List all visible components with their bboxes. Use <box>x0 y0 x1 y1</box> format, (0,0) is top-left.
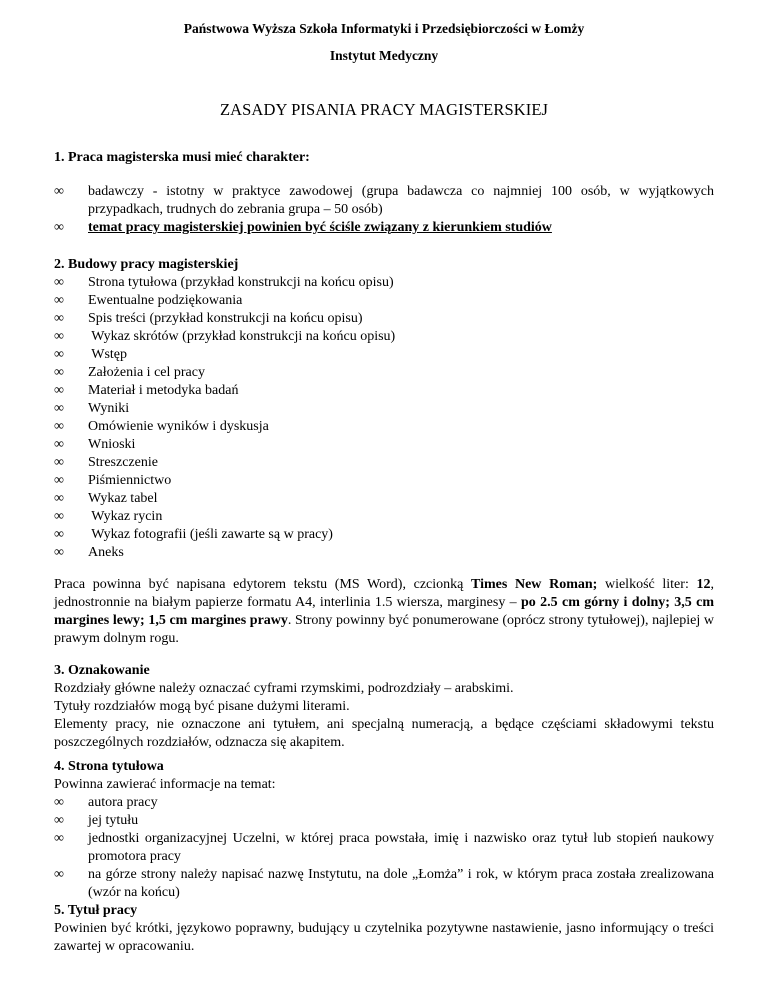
infinity-bullet-icon: ∞ <box>54 311 64 326</box>
list-item: ∞ temat pracy magisterskiej powinien być ściśle związany z kierunkiem studiów <box>54 220 552 235</box>
list-item: ∞ Wstęp <box>54 347 128 362</box>
list-item: ∞ autora pracy <box>54 795 158 810</box>
infinity-bullet-icon: ∞ <box>54 831 64 846</box>
section-4 <box>54 758 714 956</box>
list-item: ∞ Wnioski <box>54 437 136 452</box>
list-item: ∞ na górze strony należy napisać nazwę Instytutu, na dole „Łomża” i rok, w którym praca została zrealizowana (wzór na końcu) <box>54 867 714 900</box>
infinity-bullet-icon: ∞ <box>54 813 64 828</box>
list-item: ∞ Aneks <box>54 545 124 560</box>
section-3-line: Rozdziały główne należy oznaczać cyframi rzymskimi, podrozdziały – arabskimi. <box>54 681 514 696</box>
list-item: ∞ Materiał i metodyka badań <box>54 383 239 398</box>
list-item: ∞ Wykaz tabel <box>54 491 158 506</box>
list-item: ∞ jednostki organizacyjnej Uczelni, w której praca powstała, imię i nazwisko oraz tytuł lub stopień naukowy promotora pracy <box>54 831 714 864</box>
infinity-bullet-icon: ∞ <box>54 491 64 506</box>
section-1-heading: 1. Praca magisterska musi mieć charakter: <box>54 150 310 165</box>
font-name: Times New Roman; <box>471 577 598 592</box>
infinity-bullet-icon: ∞ <box>54 527 64 542</box>
font-size: 12 <box>696 577 711 592</box>
list-item: ∞ Wyniki <box>54 401 130 416</box>
list-item: ∞ badawczy - istotny w praktyce zawodowej (grupa badawcza co najmniej 100 osób, w wyjątkowych przypadkach, trudnych do zebrania grupa – 50 osób) <box>54 184 714 217</box>
section-5-heading: 5. Tytuł pracy <box>54 903 138 918</box>
list-item: ∞ Wykaz skrótów (przykład konstrukcji na końcu opisu) <box>54 329 396 344</box>
section-3-line: Tytuły rozdziałów mogą być pisane dużymi literami. <box>54 699 350 714</box>
margins-spec: po 2.5 cm górny i dolny; 3,5 cm margines lewy; 1,5 cm margines prawy <box>54 595 714 628</box>
title-page-list <box>54 794 714 902</box>
list-item: ∞ Ewentualne podziękowania <box>54 293 243 308</box>
infinity-bullet-icon: ∞ <box>54 437 64 452</box>
list-item: ∞ Założenia i cel pracy <box>54 365 205 380</box>
infinity-bullet-icon: ∞ <box>54 419 64 434</box>
section-2 <box>54 256 714 562</box>
infinity-bullet-icon: ∞ <box>54 455 64 470</box>
infinity-bullet-icon: ∞ <box>54 545 64 560</box>
infinity-bullet-icon: ∞ <box>54 293 64 308</box>
infinity-bullet-icon: ∞ <box>54 867 64 882</box>
infinity-bullet-icon: ∞ <box>54 509 64 524</box>
section-2-heading: 2. Budowy pracy magisterskiej <box>54 257 239 272</box>
section-4-heading: 4. Strona tytułowa <box>54 759 164 774</box>
list-item: ∞ Wykaz fotografii (jeśli zawarte są w pracy) <box>54 527 333 542</box>
infinity-bullet-icon: ∞ <box>54 220 64 235</box>
list-item: ∞ jej tytułu <box>54 813 139 828</box>
infinity-bullet-icon: ∞ <box>54 473 64 488</box>
infinity-bullet-icon: ∞ <box>54 329 64 344</box>
list-item: ∞ Strona tytułowa (przykład konstrukcji na końcu opisu) <box>54 275 394 290</box>
section-5-text: Powinien być krótki, językowo poprawny, budujący u czytelnika pozytywne nastawienie, jasno informujący o treści zawartej w opracowaniu. <box>54 921 714 954</box>
infinity-bullet-icon: ∞ <box>54 184 64 199</box>
section-3-heading: 3. Oznakowanie <box>54 663 150 678</box>
list-item: ∞ Wykaz rycin <box>54 509 163 524</box>
list-item: ∞ Piśmiennictwo <box>54 473 172 488</box>
list-item: ∞ Spis treści (przykład konstrukcji na końcu opisu) <box>54 311 363 326</box>
infinity-bullet-icon: ∞ <box>54 383 64 398</box>
infinity-bullet-icon: ∞ <box>54 795 64 810</box>
formatting-paragraph: Praca powinna być napisana edytorem tekstu (MS Word), czcionką Times New Roman; wielkość liter: 12, jednostronnie na białym papierze formatu A4, interlinia 1.5 wiersza, marginesy – po 2.5 cm górny i dolny; 3,5 cm margines lewy; 1,5 cm margines prawy. Strony powinny być ponumerowane (oprócz strony tytułowej), najlepiej w prawym dolnym rogu. <box>54 577 714 646</box>
document-title: ZASADY PISANIA PRACY MAGISTERSKIEJ <box>219 100 549 119</box>
infinity-bullet-icon: ∞ <box>54 365 64 380</box>
structure-list <box>54 274 714 562</box>
infinity-bullet-icon: ∞ <box>54 401 64 416</box>
section-1 <box>54 149 714 237</box>
list-item: ∞ Streszczenie <box>54 455 158 470</box>
section-1-list <box>54 183 714 237</box>
section-3-line: Elementy pracy, nie oznaczone ani tytułem, ani specjalną numeracją, a będące częściami składowymi tekstu poszczególnych rozdziałów, odznacza się akapitem. <box>54 717 714 750</box>
section-3 <box>54 662 714 752</box>
infinity-bullet-icon: ∞ <box>54 347 64 362</box>
infinity-bullet-icon: ∞ <box>54 275 64 290</box>
school-name: Państwowa Wyższa Szkoła Informatyki i Przedsiębiorczości w Łomży <box>183 21 585 36</box>
list-item: ∞ Omówienie wyników i dyskusja <box>54 419 269 434</box>
institute-name: Instytut Medyczny <box>329 48 439 63</box>
section-4-intro: Powinna zawierać informacje na temat: <box>54 777 276 792</box>
